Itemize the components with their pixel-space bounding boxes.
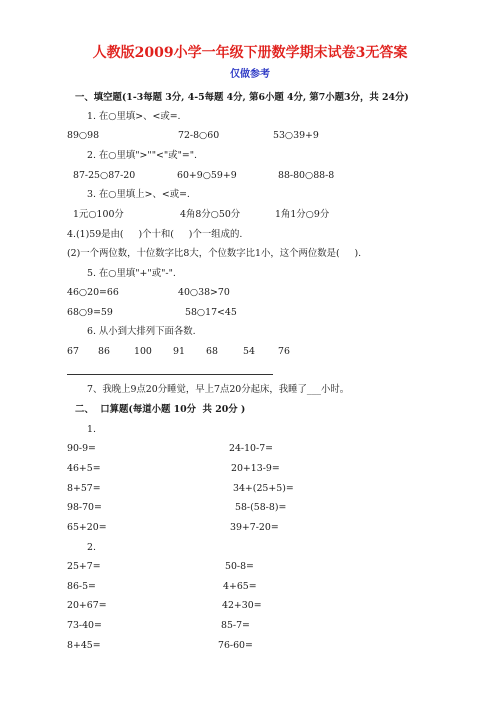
calc-1-8: 58-(58-8)= [235, 502, 287, 513]
calc-1-10: 39+7-20= [230, 522, 279, 533]
exam-subtitle: 仅做参考 [230, 69, 270, 80]
q4b-text: (2)一个两位数，十位数字比8大，个位数字比1小，这个两位数是( ). [67, 248, 362, 259]
q5-text: 5. 在○里填"+"或"-". [87, 268, 176, 279]
q6-number-5: 68 [206, 346, 218, 357]
calc-1-4: 20+13-9= [231, 463, 280, 474]
q1-item-2: 72-8○60 [178, 130, 220, 141]
q6-number-7: 76 [278, 346, 290, 357]
q3-item-2: 4角8分○50分 [180, 209, 241, 220]
calc-2-7: 73-40= [67, 620, 102, 631]
q4a-text: 4.(1)59是由( )个十和( )个一组成的. [67, 229, 243, 240]
calc-2-3: 86-5= [67, 581, 96, 592]
calc-2-4: 4+65= [223, 581, 257, 592]
q2-item-3: 88-80○88-8 [278, 170, 335, 181]
calc-1-7: 98-70= [67, 502, 102, 513]
calc-2-9: 8+45= [67, 640, 101, 651]
q3-item-1: 1元○100分 [73, 209, 124, 220]
q2-text: 2. 在○里填">""<"或"=". [87, 150, 198, 161]
section2-heading: 二、 口算题(每道小题 10分 共 20分 ) [75, 404, 246, 415]
q5-item-2: 40○38>70 [178, 287, 230, 298]
part1-label: 1. [87, 424, 96, 435]
q3-text: 3. 在○里填上>、<或=. [87, 189, 190, 200]
q6-number-3: 100 [134, 346, 152, 357]
answer-line [67, 374, 273, 375]
calc-2-6: 42+30= [222, 600, 262, 611]
q1-text: 1. 在○里填>、<或=. [87, 111, 181, 122]
q7-text: 7、我晚上9点20分睡觉，早上7点20分起床，我睡了___小时。 [87, 384, 350, 395]
part2-label: 2. [87, 542, 96, 553]
calc-2-1: 25+7= [67, 561, 101, 572]
calc-1-1: 90-9= [67, 443, 96, 454]
q6-number-1: 67 [67, 346, 79, 357]
q5-item-1: 46○20=66 [67, 287, 119, 298]
q5-item-4: 58○17<45 [185, 307, 237, 318]
calc-1-9: 65+20= [67, 522, 107, 533]
calc-2-5: 20+67= [67, 600, 107, 611]
exam-title: 人教版2009小学一年级下册数学期末试卷3无答案 [92, 45, 408, 61]
q6-number-2: 86 [98, 346, 110, 357]
q3-item-3: 1角1分○9分 [275, 209, 330, 220]
q6-text: 6. 从小到大排列下面各数. [87, 326, 196, 337]
q2-item-1: 87-25○87-20 [73, 170, 136, 181]
calc-1-5: 8+57= [67, 483, 101, 494]
q1-item-3: 53○39+9 [273, 130, 319, 141]
q1-item-1: 89○98 [67, 130, 100, 141]
q6-number-6: 54 [243, 346, 255, 357]
calc-1-3: 46+5= [67, 463, 101, 474]
calc-2-10: 76-60= [218, 640, 253, 651]
q6-number-4: 91 [173, 346, 185, 357]
calc-1-2: 24-10-7= [229, 443, 274, 454]
calc-2-2: 50-8= [225, 561, 254, 572]
calc-2-8: 85-7= [221, 620, 250, 631]
calc-1-6: 34+(25+5)= [233, 483, 294, 494]
q5-item-3: 68○9=59 [67, 307, 113, 318]
section1-heading: 一、填空题(1-3每题 3分, 4-5每题 4分, 第6小题 4分, 第7小题3分，共 24分) [75, 92, 409, 103]
q2-item-2: 60+9○59+9 [177, 170, 237, 181]
